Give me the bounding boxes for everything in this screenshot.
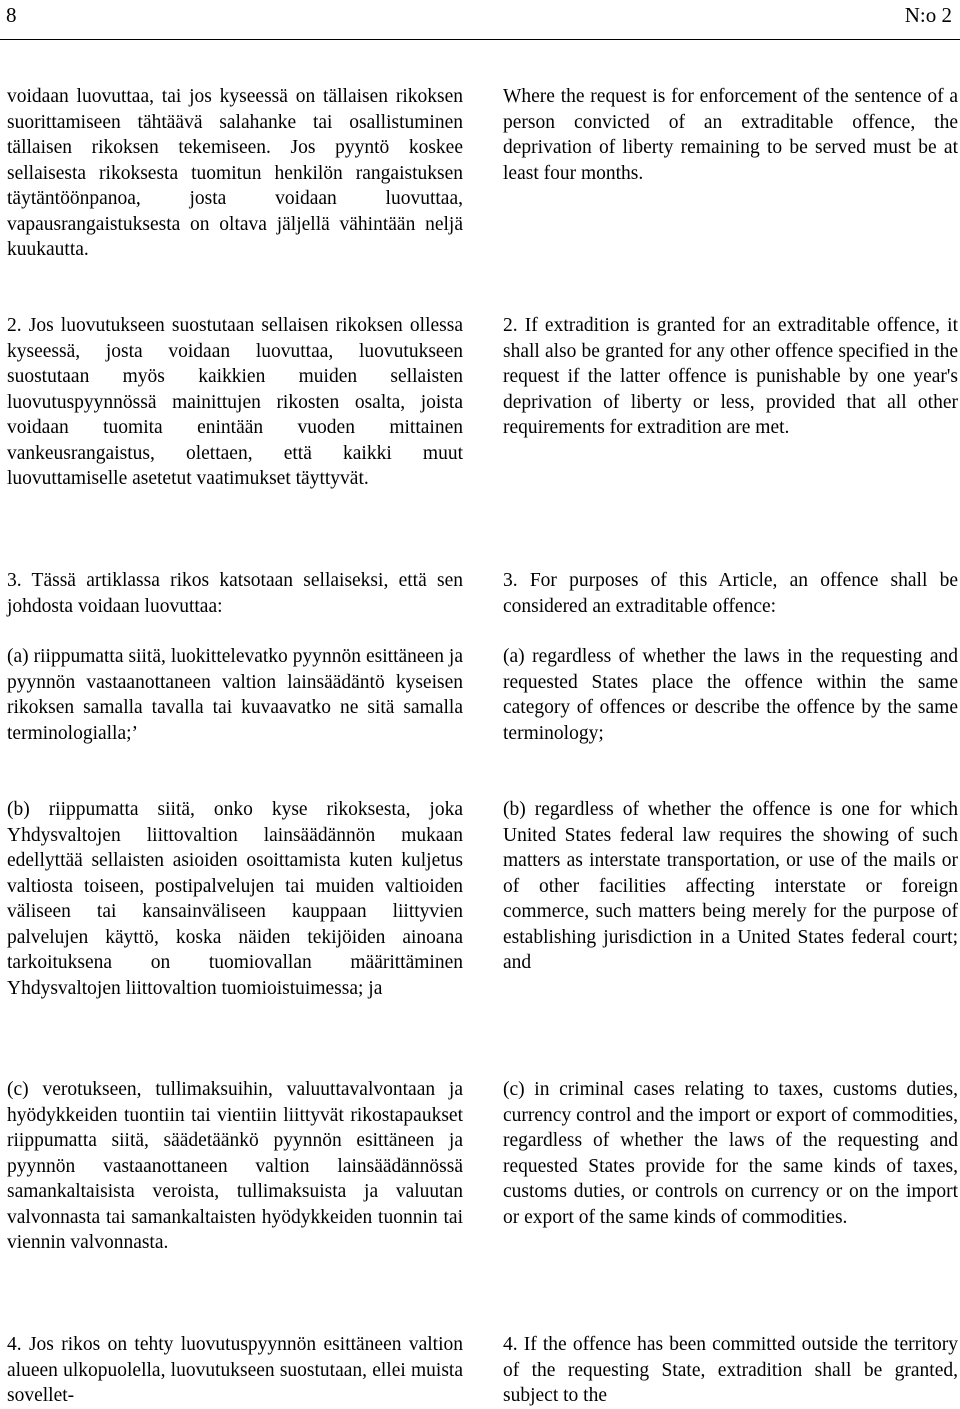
- header-divider: [0, 39, 960, 40]
- finnish-paragraph-3c: (c) verotukseen, tullimaksuihin, valuuttavalvontaan ja hyödykkeiden tuontiin tai vientiin liittyvät rikostapaukset riippumatta siitä, säädetäänkö pyynnön esittäneen ja pyynnön vastaanottaneen valtion lainsäädännössä samankaltaisista veroista, tullimaksuista ja valuutan valvonnasta tai samankaltaisten hyödykkeiden tuonnin tai viennin valvonnasta.: [7, 1079, 463, 1253]
- english-paragraph-2: 2. If extradition is granted for an extraditable offence, it shall also be granted for any other offence specified in the request if the latter offence is punishable by one year's deprivation of liberty or less, provided that all other requirements for extradition are met.: [503, 315, 958, 438]
- finnish-paragraph-3b: (b) riippumatta siitä, onko kyse rikoksesta, joka Yhdysvaltojen liittovaltion lainsäädännön mukaan edellyttää sellaisten asioiden osoittamista kuten kuljetus valtiosta toiseen, postipalvelujen tai muiden valtioiden väliseen tai kansainväliseen kauppaan liittyvien palvelujen käyttö, koska näiden tekijöiden ainoana tarkoituksena on tuomiovallan määrittäminen Yhdysvaltojen liittovaltion tuomioistuimessa; ja: [7, 799, 463, 999]
- page-number: 8: [6, 3, 17, 27]
- page-header: [0, 0, 960, 36]
- english-paragraph-3: 3. For purposes of this Article, an offence shall be considered an extraditable offence:: [503, 570, 958, 617]
- english-paragraph-3b: (b) regardless of whether the offence is one for which United States federal law requires the showing of such matters as interstate transportation, or use of the mails or of other facilities affecting interstate or foreign commerce, such matters being merely for the purpose of establishing jurisdiction in a United States federal court; and: [503, 799, 958, 973]
- english-paragraph-3c: (c) in criminal cases relating to taxes, customs duties, currency control and the import or export of commodities, regardless of whether the laws of the requesting and requested States provide for the same kinds of taxes, customs duties, or controls on currency or on the import or export of the same kinds of commodities.: [503, 1079, 958, 1228]
- english-paragraph-1: Where the request is for enforcement of the sentence of a person convicted of an extraditable offence, the deprivation of liberty remaining to be served must be at least four months.: [503, 86, 958, 184]
- english-paragraph-3a: (a) regardless of whether the laws in the requesting and requested States place the offence within the same category of offences or describe the offence by the same terminology;: [503, 646, 958, 744]
- finnish-paragraph-3: 3. Tässä artiklassa rikos katsotaan sellaiseksi, että sen johdosta voidaan luovuttaa:: [7, 570, 463, 617]
- finnish-paragraph-3a: (a) riippumatta siitä, luokittelevatko pyynnön esittäneen ja pyynnön vastaanottaneen valtion lainsäädäntö kyseisen rikoksen samalla tavalla tai kuvaavatko ne sitä samalla terminologialla;’: [7, 646, 463, 744]
- finnish-paragraph-2: 2. Jos luovutukseen suostutaan sellaisen rikoksen ollessa kyseessä, josta voidaan luovuttaa, luovutukseen suostutaan myös kaikkien muiden sellaisten luovutuspyynnössä mainittujen rikosten osalta, joista voidaan tuomita enintään vuoden mittainen vankeusrangaistus, olettaen, että kaikki muut luovuttamiselle asetetut vaatimukset täyttyvät.: [7, 315, 463, 489]
- finnish-paragraph-4: 4. Jos rikos on tehty luovutuspyynnön esittäneen valtion alueen ulkopuolella, luovutukseen suostutaan, ellei muista sovellet-: [7, 1334, 463, 1406]
- english-paragraph-4: 4. If the offence has been committed outside the territory of the requesting State, extradition shall be granted, subject to the: [503, 1334, 958, 1406]
- document-number: N:o 2: [904, 3, 952, 27]
- finnish-paragraph-1: voidaan luovuttaa, tai jos kyseessä on tällaisen rikoksen suorittamiseen tähtäävä salahanke tai osallistuminen tällaisen rikoksen tekemiseen. Jos pyyntö koskee sellaisesta rikoksesta tuomitun henkilön rangaistuksen täytäntöönpanoa, josta voidaan luovuttaa, vapausrangaistuksesta on oltava jäljellä vähintään neljä kuukautta.: [7, 86, 463, 260]
